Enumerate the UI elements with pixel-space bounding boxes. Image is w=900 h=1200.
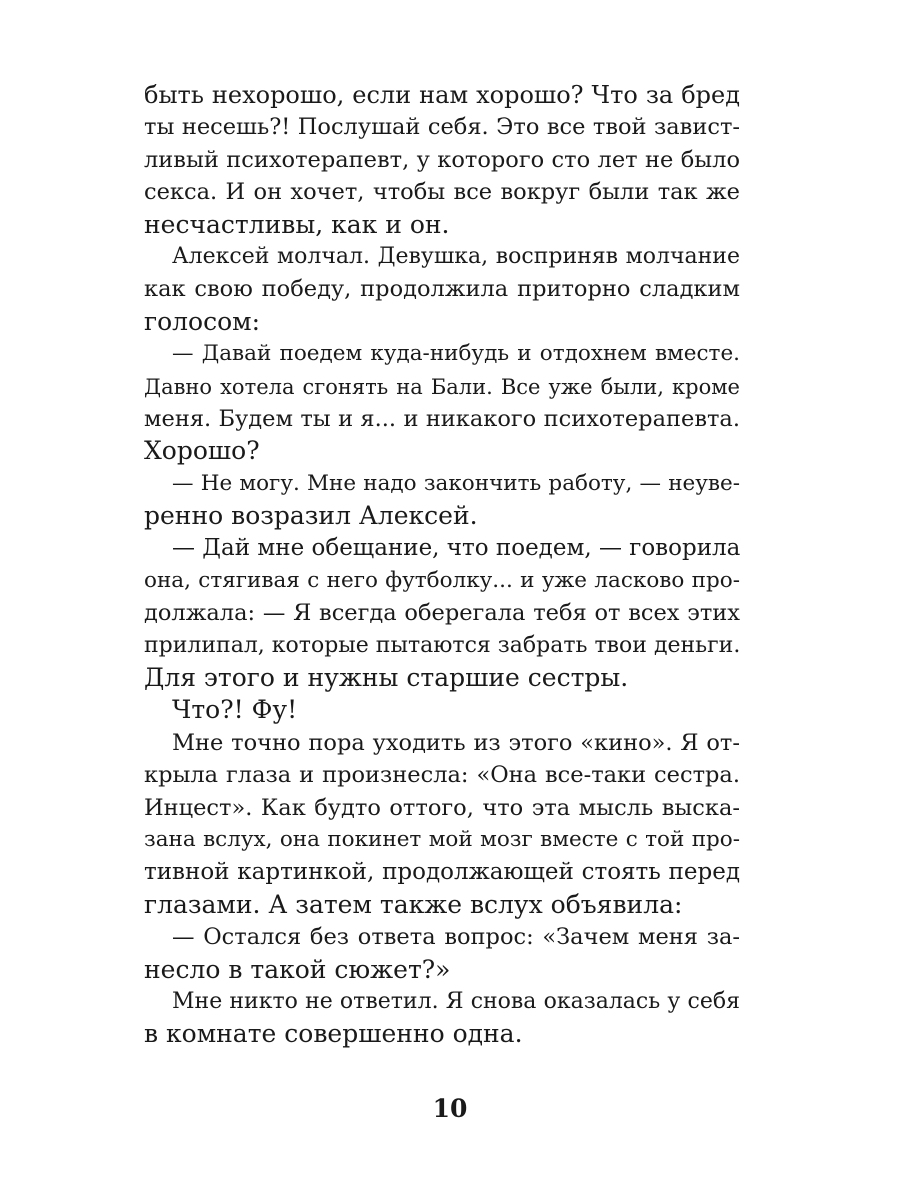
- text-line: Инцест». Как будто оттого, что эта мысль выска-: [144, 794, 740, 821]
- text-line: Мне точно пора уходить из этого «кино». Я от-: [172, 729, 740, 756]
- text-line: — Дай мне обещание, что поедем, — говорила: [172, 535, 741, 562]
- text-line: ливый психотерапевт, у которого сто лет не было: [144, 146, 740, 173]
- text-line: Мне никто не ответил. Я снова оказалась у себя: [172, 988, 740, 1014]
- text-line: Для этого и нужны старшие сестры.: [144, 663, 629, 693]
- text-line: быть нехорошо, если нам хорошо? Что за бред: [144, 81, 740, 109]
- text-line: ренно возразил Алексей.: [144, 501, 478, 531]
- text-line: ты несешь?! Послушай себя. Это все твой завист-: [144, 114, 740, 141]
- text-line: — Остался без ответа вопрос: «Зачем меня за-: [172, 924, 740, 951]
- text-line: — Давай поедем куда-нибудь и отдохнем вместе.: [172, 341, 740, 367]
- text-line: в комнате совершенно одна.: [144, 1019, 523, 1049]
- text-line: глазами. А затем также вслух объявила:: [144, 889, 683, 919]
- text-line: Алексей молчал. Девушка, восприняв молчание: [172, 243, 740, 269]
- page-number: 10: [432, 1094, 468, 1123]
- text-line: несчастливы, как и он.: [144, 209, 450, 239]
- body-text: [144, 79, 740, 1051]
- text-line: голосом:: [144, 306, 261, 336]
- text-line: крыла глаза и произнесла: «Она все-таки сестра.: [144, 762, 740, 789]
- text-line: секса. И он хочет, чтобы все вокруг были так же: [144, 179, 740, 206]
- text-line: — Не могу. Мне надо закончить работу, — неуве-: [172, 470, 740, 496]
- text-line: Что?! Фу!: [172, 695, 298, 725]
- text-line: зана вслух, она покинет мой мозг вместе с той про-: [144, 826, 740, 852]
- text-line: как свою победу, продолжила приторно сладким: [144, 276, 740, 303]
- text-line: Хорошо?: [144, 436, 260, 466]
- text-line: прилипал, которые пытаются забрать твои деньги.: [144, 632, 741, 658]
- text-line: тивной картинкой, продолжающей стоять перед: [144, 859, 740, 886]
- text-line: Давно хотела сгонять на Бали. Все уже были, кроме: [144, 374, 740, 399]
- text-line: несло в такой сюжет?»: [144, 954, 451, 984]
- text-line: меня. Будем ты и я... и никакого психотерапевта.: [144, 405, 740, 432]
- text-line: должала: — Я всегда оберегала тебя от всех этих: [144, 600, 740, 627]
- text-line: она, стягивая с него футболку... и уже ласково про-: [144, 567, 740, 593]
